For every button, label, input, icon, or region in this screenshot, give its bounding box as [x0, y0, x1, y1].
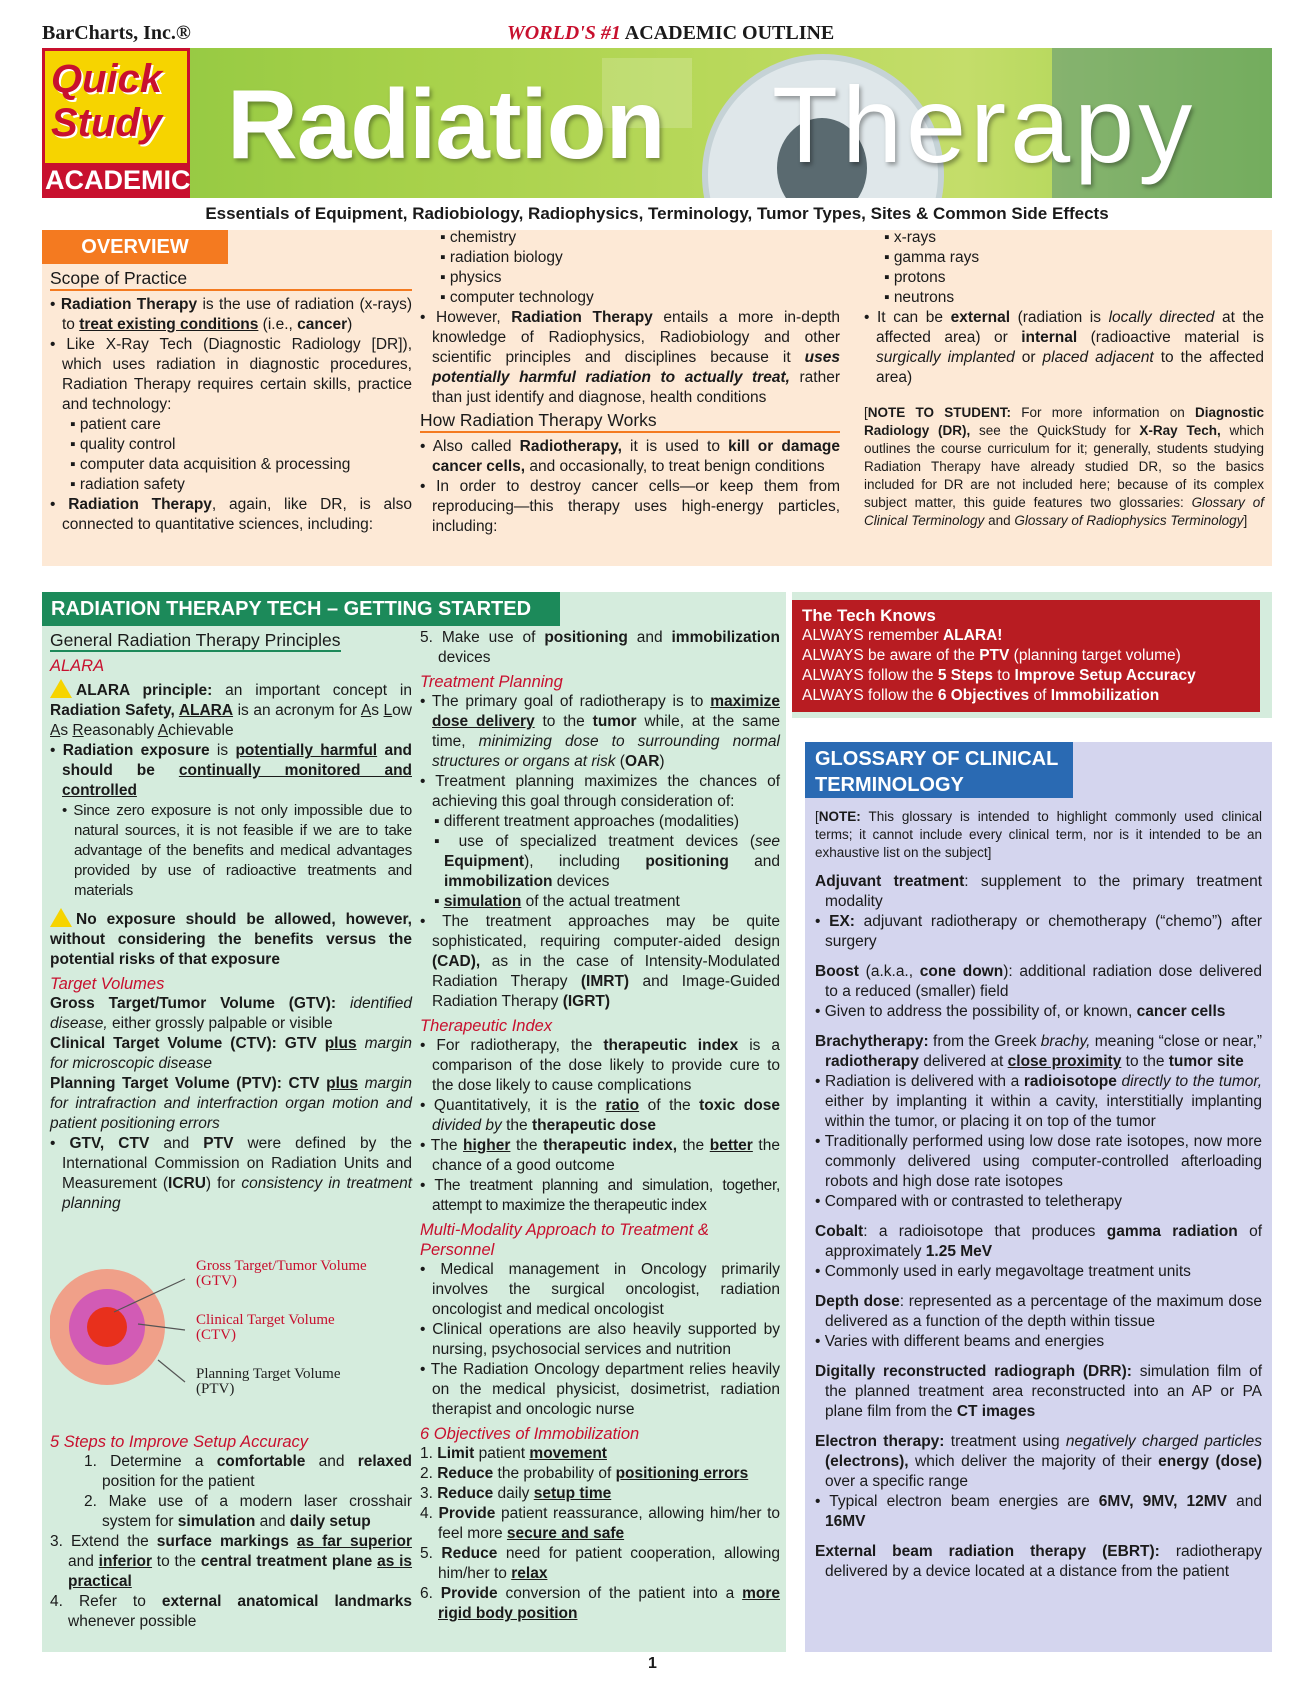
- ptv-label: Planning Target Volume (PTV): [196, 1366, 341, 1397]
- science-item-1: ▪ chemistry: [440, 229, 517, 246]
- page-title-part1: Radiation: [227, 69, 665, 179]
- target-volumes-heading: Target Volumes: [50, 975, 165, 993]
- multi-modality-heading: Multi-Modality Approach to Treatment & Personnel: [420, 1221, 709, 1259]
- scope-heading: Scope of Practice: [50, 268, 412, 291]
- principles-heading: General Radiation Therapy Principles: [50, 630, 341, 650]
- alara-heading: ALARA: [50, 657, 105, 675]
- top-bar: [42, 20, 1272, 46]
- overview-column-1: Scope of Practice • Radiation Therapy is the use of radiation (x-rays) to treat existing conditions (i.e., cancer) • Like X-Ray Tech (Diagnostic Radiology [DR]), which uses radiation in diagnostic procedures, Radiation Therapy requires certain skills, practice and technology: ▪ patient care ▪ quality control ▪ computer data acquisition & processing ▪ radiation safety • Radiation Therapy, again, like DR, is also connected to quantitative sciences, including:: [50, 268, 413, 533]
- getting-started-section: [42, 592, 786, 1652]
- getting-started-heading: RADIATION THERAPY TECH – GETTING STARTED: [42, 592, 560, 626]
- note-to-student: [NOTE TO STUDENT: For more information on Diagnostic Radiology (DR), see the QuickStudy for X-Ray Tech, which outlines the course curriculum for it; generally, students studying Radiation Therapy have already studied DR, so the basics included for DR are not included here; because of its complex subject matter, this guide features two glossaries: Glossary of Clinical Terminology and Glossary of Radiophysics Terminology]: [864, 405, 1264, 528]
- glossary-entries: [NOTE: This glossary is intended to highlight commonly used clinical terms; it cannot include every clinical term, nor is it intended to be an exhaustive list on the subject] Adjuvant treatment: supplement to the primary treatment modality • EX: adjuvant radiotherapy or chemotherapy (“chemo”) after surgery Boost (a.k.a., cone down): additional radiation dose delivered to a reduced (smaller) field • Given to address the possibility of, or known, cancer cells Brachytherapy: from the Greek brachy, meaning “close or near,” radiotherapy delivered at close proximity to the tumor site • Radiation is delivered with a radioisotope directly to the tumor, either by implanting it within a cavity, interstitially implanting within the tumor, or placing it on top of the tumor • Traditionally performed using low dose rate isotopes, now more commonly delivered using computer-controlled afterloading robots and high dose rate isotopes • Compared with or contrasted to teletherapy Cobalt: a radioisotope that produces gamma radiation of approximately 1.25 MeV • Commonly used in early megavoltage treatment units Depth dose: represented as a percentage of the maximum dose delivered as a function of the depth within tissue • Varies with different beams and energies Digitally reconstructed radiograph (DRR): simulation film of the planned treatment area reconstructed into an AP or PA plane film from the CT images Electron therapy: treatment using negatively charged particles (electrons), which deliver the majority of their energy (dose) over a specific range • Typical electron beam energies are 6MV, 9MV, 12MV and 16MV External beam radiation therapy (EBRT): radiotherapy delivered by a device located at a distance from the patient: [815, 809, 1263, 1580]
- scope-item-3: ▪ computer data acquisition & processing: [70, 456, 351, 473]
- page-subtitle: Essentials of Equipment, Radiobiology, Radiophysics, Terminology, Tumor Types, Sites & Common Side Effects: [205, 204, 1109, 223]
- five-steps-heading: 5 Steps to Improve Setup Accuracy: [50, 1433, 309, 1451]
- ctv-label: Clinical Target Volume (CTV): [196, 1312, 335, 1343]
- publisher-name: BarCharts, Inc.®: [42, 22, 191, 44]
- getting-started-column-2: 5. Make use of positioning and immobilization devices Treatment Planning • The primary goal of radiotherapy is to maximize dose delivery to the tumor while, at the same time, minimizing dose to surrounding normal structures or organs at risk (OAR) • Treatment planning maximizes the chances of achieving this goal through consideration of: ▪ different treatment approaches (modalities) ▪ use of specialized treatment devices (see Equipment), including positioning and immobilization devices ▪ simulation of the actual treatment • The treatment approaches may be quite sophisticated, requiring computer-aided design (CAD), as in the case of Intensity-Modulated Radiation Therapy (IMRT) and Image-Guided Radiation Therapy (IGRT) Therapeutic Index • For radiotherapy, the therapeutic index is a comparison of the dose likely to provide cure to the dose likely to cause complications • Quantitatively, it is the ratio of the toxic dose divided by the therapeutic dose • The higher the therapeutic index, the better the chance of a good outcome • The treatment planning and simulation, together, attempt to maximize the therapeutic index Multi-Modality Approach to Treatment & Personnel • Medical management in Oncology primarily involves the surgical oncologist, radiation oncologist and medical oncologist • Clinical operations are also heavily supported by nursing, psychosocial services and nutrition • The Radiation Oncology department relies heavily on the medical physicist, dosimetrist, radiation therapist and oncologic nurse 6 Objectives of Immobilization 1. Limit patient movement 2. Reduce the probability of positioning errors 3. Reduce daily setup time 4. Provide patient reassurance, allowing him/her to feel more secure and safe 5. Reduce need for patient cooperation, allowing him/her to relax 6. Provide conversion of the patient into a more rigid body position: [420, 629, 781, 1622]
- six-objectives-heading: 6 Objectives of Immobilization: [420, 1425, 640, 1443]
- overview-section: [42, 230, 1272, 566]
- scope-item-4: ▪ radiation safety: [70, 476, 185, 493]
- setup-accuracy-block: 5 Steps to Improve Setup Accuracy 1. Determine a comfortable and relaxed position for the patient 2. Make use of a modern laser crosshair system for simulation and daily setup 3. Extend the surface markings as far superior and inferior to the central treatment plane as is practical 4. Refer to external anatomical landmarks whenever possible: [50, 1433, 413, 1630]
- gtv-circle: [87, 1307, 127, 1347]
- quickstudy-logo: Quick Study ACADEMIC: [42, 48, 190, 198]
- title-banner: [42, 48, 1272, 198]
- getting-started-column-1: General Radiation Therapy Principles ALARA ALARA principle: an important concept in Radiation Safety, ALARA is an acronym for As Low As Reasonably Achievable • Radiation exposure is potentially harmful and should be continually monitored and controlled • Since zero exposure is not only impossible due to natural sources, it is not feasible if we are to take advantage of the benefits and medical advantages provided by use of radioactive treatments and materials No exposure should be allowed, however, without considering the benefits versus the potential risks of that exposure Target Volumes Gross Target/Tumor Volume (GTV): identified disease, either grossly palpable or visible Clinical Target Volume (CTV): GTV plus margin for microscopic disease Planning Target Volume (PTV): CTV plus margin for intrafraction and interfraction organ motion and patient positioning errors • GTV, CTV and PTV were defined by the International Commission on Radiation Units and Measurement (ICRU) for consistency in treatment planning: [50, 630, 413, 1212]
- tech-knows-box: The Tech Knows ALWAYS remember ALARA! ALWAYS be aware of the PTV (planning target volume) ALWAYS follow the 5 Steps to Improve Setup Accuracy ALWAYS follow the 6 Objectives of Immobilization: [792, 600, 1260, 712]
- gtv-label: Gross Target/Tumor Volume (GTV): [196, 1258, 367, 1289]
- page-title-part2: Therapy: [772, 64, 1197, 185]
- warning-icon: [50, 908, 72, 927]
- overview-column-3: ▪ x-rays ▪ gamma rays ▪ protons ▪ neutrons • It can be external (radiation is locally directed at the affected area) or internal (radioactive material is surgically implanted or placed adjacent to the affected area) [NOTE TO STUDENT: For more information on Diagnostic Radiology (DR), see the QuickStudy for X-Ray Tech, which outlines the course curriculum for it; generally, students studying Radiation Therapy have already studied DR, so the basics included for DR are not included here; because of its complex subject matter, this guide features two glossaries: Glossary of Clinical Terminology and Glossary of Radiophysics Terminology]: [864, 229, 1264, 528]
- glossary-section: [805, 742, 1272, 1652]
- tagline: WORLD'S #1 ACADEMIC OUTLINE: [507, 22, 835, 44]
- overview-heading: OVERVIEW: [42, 230, 228, 264]
- warning-icon: [50, 679, 72, 698]
- treatment-planning-heading: Treatment Planning: [420, 673, 563, 691]
- how-heading: How Radiation Therapy Works: [420, 410, 840, 433]
- tech-knows-heading: The Tech Knows: [802, 606, 936, 625]
- scope-item-1: ▪ patient care: [70, 416, 161, 433]
- overview-column-2: ▪ chemistry ▪ radiation biology ▪ physics ▪ computer technology • However, Radiation Therapy entails a more in-depth knowledge of Radiophysics, Radiobiology and other scientific principles and disciplines because it uses potentially harmful radiation to actually treat, rather than just identify and diagnose, health conditions How Radiation Therapy Works • Also called Radiotherapy, it is used to kill or damage cancer cells, and occasionally, to treat benign conditions • In order to destroy cancer cells—or keep them from reproducing—this therapy uses high-energy particles, including:: [420, 229, 841, 535]
- scope-item-2: ▪ quality control: [70, 436, 176, 453]
- page-number: 1: [648, 1655, 657, 1672]
- therapeutic-index-heading: Therapeutic Index: [420, 1017, 553, 1035]
- glossary-heading: GLOSSARY OF CLINICAL TERMINOLOGY: [805, 742, 1073, 798]
